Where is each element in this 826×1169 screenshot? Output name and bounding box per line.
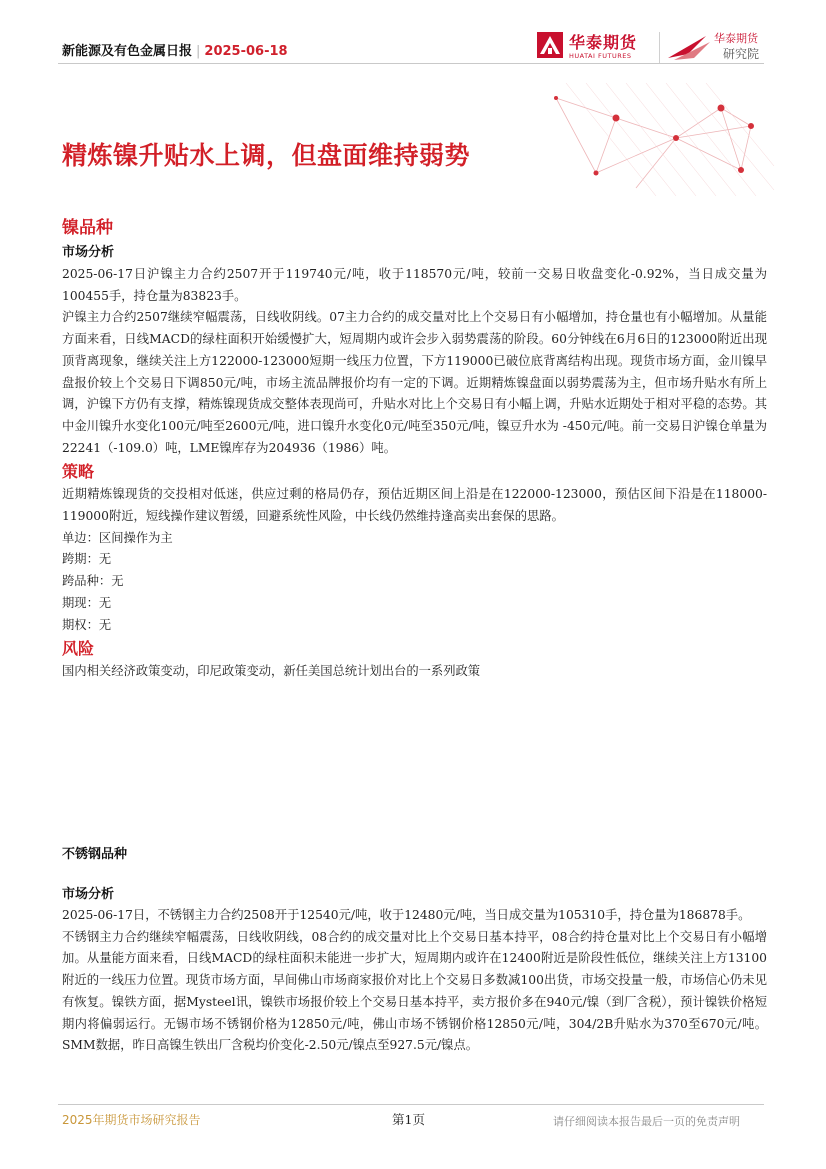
- institute-wing-icon: [666, 32, 712, 62]
- stainless-market-para-2: 不锈钢主力合约继续窄幅震荡，日线收阴线，08合约的成交量对比上个交易日基本持平，08合约持仓量对比上个交易日有小幅增加。从量能方面来看，日线MACD的绿柱面积未能进一步扩大，短周期内或许在12400附近是阶段性低位，继续关注上方13100附近的一线压力位置。现货市场方面，早间佛山市场商家报价对比上个交易日多数减100出货，市场交投量一般，市场信心仍未见有恢复。镍铁方面，据Mysteel讯，镍铁市场报价较上个交易日基本持平，卖方报价多在940元/镍（到厂含税），预计镍铁价格短期内将偏弱运行。无锡市场不锈钢价格为12850元/吨，佛山市场不锈钢价格12850元/吨，304/2B升贴水为370至670元/吨。SMM数据，昨日高镍生铁出厂含税均价变化-2.50元/镍点至927.5元/镍点。: [62, 929, 767, 1053]
- report-date: 2025-06-18: [204, 44, 288, 59]
- institute-line1: 华泰期货: [714, 32, 758, 45]
- nickel-risk-para: 国内相关经济政策变动，印尼政策变动，新任美国总统计划出台的一系列政策: [62, 664, 481, 679]
- logo-en-name: HUATAI FUTURES: [569, 52, 632, 60]
- nickel-heading: 镍品种: [62, 218, 113, 238]
- nickel-strategy-heading: 策略: [62, 462, 95, 482]
- page-number: 第1页: [392, 1112, 425, 1127]
- strategy-item-options: 期权：无: [62, 617, 112, 632]
- strategy-item-basis: 期现：无: [62, 595, 112, 610]
- nickel-risk-heading: 风险: [62, 639, 95, 659]
- stainless-market-para-1: 2025-06-17日，不锈钢主力合约2508开于12540元/吨，收于12480元/吨，当日成交量为105310手，持仓量为186878手。: [62, 908, 751, 922]
- footer-divider: [58, 1104, 764, 1105]
- huatai-logo-icon: [537, 32, 563, 58]
- stainless-heading: 不锈钢品种: [62, 847, 128, 862]
- logo-cn-name: 华泰期货: [569, 33, 638, 52]
- logo-divider: [659, 32, 660, 64]
- disclaimer-note: 请仔细阅读本报告最后一页的免责声明: [553, 1115, 740, 1128]
- report-title: 精炼镍升贴水上调，但盘面维持弱势: [62, 141, 471, 170]
- nickel-market-heading: 市场分析: [62, 245, 115, 260]
- report-header: [62, 40, 288, 59]
- research-institute-logo: [666, 30, 766, 66]
- header-divider: [58, 63, 764, 64]
- nickel-market-para-1: 2025-06-17日沪镍主力合约2507开于119740元/吨，收于118570元/吨，较前一交易日收盘变化-0.92%，当日成交量为100455手，持仓量为83823手。: [62, 267, 767, 303]
- strategy-item-calendar: 跨期：无: [62, 552, 112, 567]
- stainless-market-heading: 市场分析: [62, 887, 115, 902]
- stainless-section: [62, 846, 767, 1057]
- footer-report-label: 2025年期货市场研究报告: [62, 1113, 201, 1127]
- nickel-strategy-para: 近期精炼镍现货的交投相对低迷，供应过剩的格局仍存，预估近期区间上沿是在122000-123000，预估区间下沿是在118000-119000附近，短线操作建议暂缓，回避系统性风险，中长线仍然维持逢高卖出套保的思路。: [62, 487, 767, 524]
- nickel-market-para-2: 沪镍主力合约2507继续窄幅震荡，日线收阴线。07主力合约的成交量对比上个交易日有小幅增加，持仓量也有小幅增加。从量能方面来看，日线MACD的绿柱面积开始缓慢扩大，短周期内或许会步入弱势震荡的阶段。60分钟线在6月6日的123000附近出现顶背离现象，继续关注上方122000-123000短期一线压力位置，下方119000已破位底背离结构出现。现货市场方面，金川镍早盘报价较上个交易日下调850元/吨，市场主流品牌报价均有一定的下调。近期精炼镍盘面以弱势震荡为主，但市场升贴水有所上调，沪镍下方仍有支撑，精炼镍现货成交整体表现尚可，升贴水对比上个交易日有小幅上调，升贴水近期处于相对平稳的态势。其中金川镍升水变化100元/吨至2600元/吨，进口镍升水变化0元/吨至350元/吨，镍豆升水为 -450元/吨。前一交易日沪镍仓单量为22241（-109.0）吨，LME镍库存为204936（1986）吨。: [62, 310, 767, 455]
- nickel-section: [62, 218, 767, 683]
- strategy-item-cross: 跨品种：无: [62, 574, 124, 589]
- strategy-item-single: 单边：区间操作为主: [62, 530, 173, 545]
- institute-line2: 研究院: [723, 47, 760, 61]
- huatai-futures-logo: [537, 32, 655, 66]
- report-name: 新能源及有色金属日报: [62, 44, 193, 59]
- header-separator: |: [196, 44, 201, 59]
- network-decoration-graphic: [536, 78, 776, 198]
